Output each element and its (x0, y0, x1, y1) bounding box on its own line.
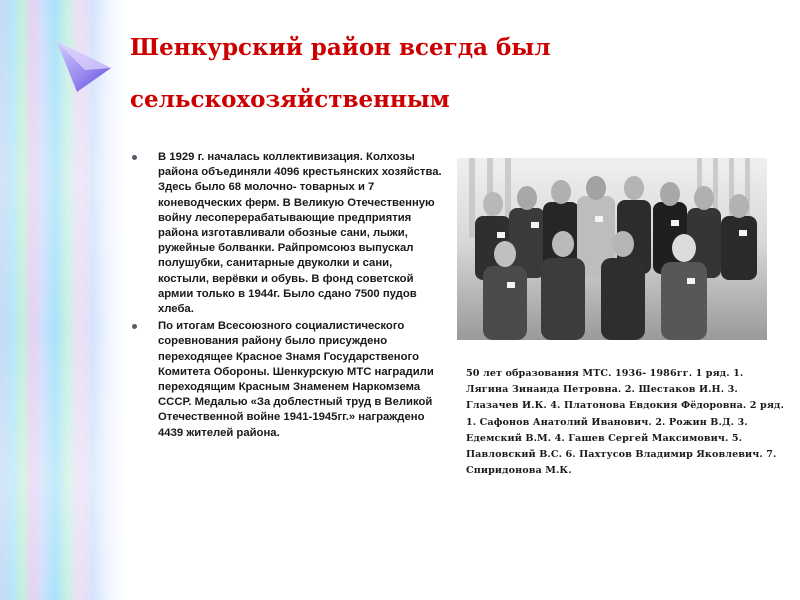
slide-title: Шенкурский район всегда был сельскохозяйственным (130, 34, 551, 113)
bullet-text: По итогам Всесоюзного социалистического соревнования району было присуждено переходящее Красное Знамя Государственого Комитета Обороны. Шенкурскую МТС наградили переходящим Красным Знаменем Наркомзема СССР. Медалью «За доблестный труд в Великой Отечественной войне 1941-1945гг.» награждено 4439 жителей района. (158, 320, 434, 439)
group-photo (457, 158, 767, 340)
bullet-text: В 1929 г. началась коллективизация. Колхозы района объединяли 4096 крестьянских хозяйства. Здесь было 68 молочно- товарных и 7 коневодческих ферм. В Великую Отечественную войну лесоперерабатывающие предприятия района изготавливали обозные сани, лыжи, ружейные болванки. Райпромсоюз выпускал полушубки, санитарные двуколки и сани, костыли, верёвки и обувь. В фонд советской армии только в 1944г. Было сдано 7500 пудов хлеба. (158, 151, 442, 316)
bullet-list (132, 150, 442, 443)
bullet-item (132, 319, 442, 441)
bullet-item (132, 150, 442, 317)
photo-caption: 50 лет образования МТС. 1936- 1986гг. 1 ряд. 1. Лягина Зинаида Петровна. 2. Шестаков И.Н. 3. Глазачев И.К. 4. Платонова Евдокия Фёдоровна. 2 ряд. 1. Сафонов Анатолий Иванович. 2. Рожин В.Д. 3. Едемский В.М. 4. Гашев Сергей Максимович. 5. Павловский В.С. 6. Пахтусов Владимир Яковлевич. 7. Спиридонова М.К. (466, 368, 784, 477)
bullet-dot-icon (132, 155, 137, 160)
triangle-arrow-icon (55, 40, 113, 96)
bullet-dot-icon (132, 324, 137, 329)
